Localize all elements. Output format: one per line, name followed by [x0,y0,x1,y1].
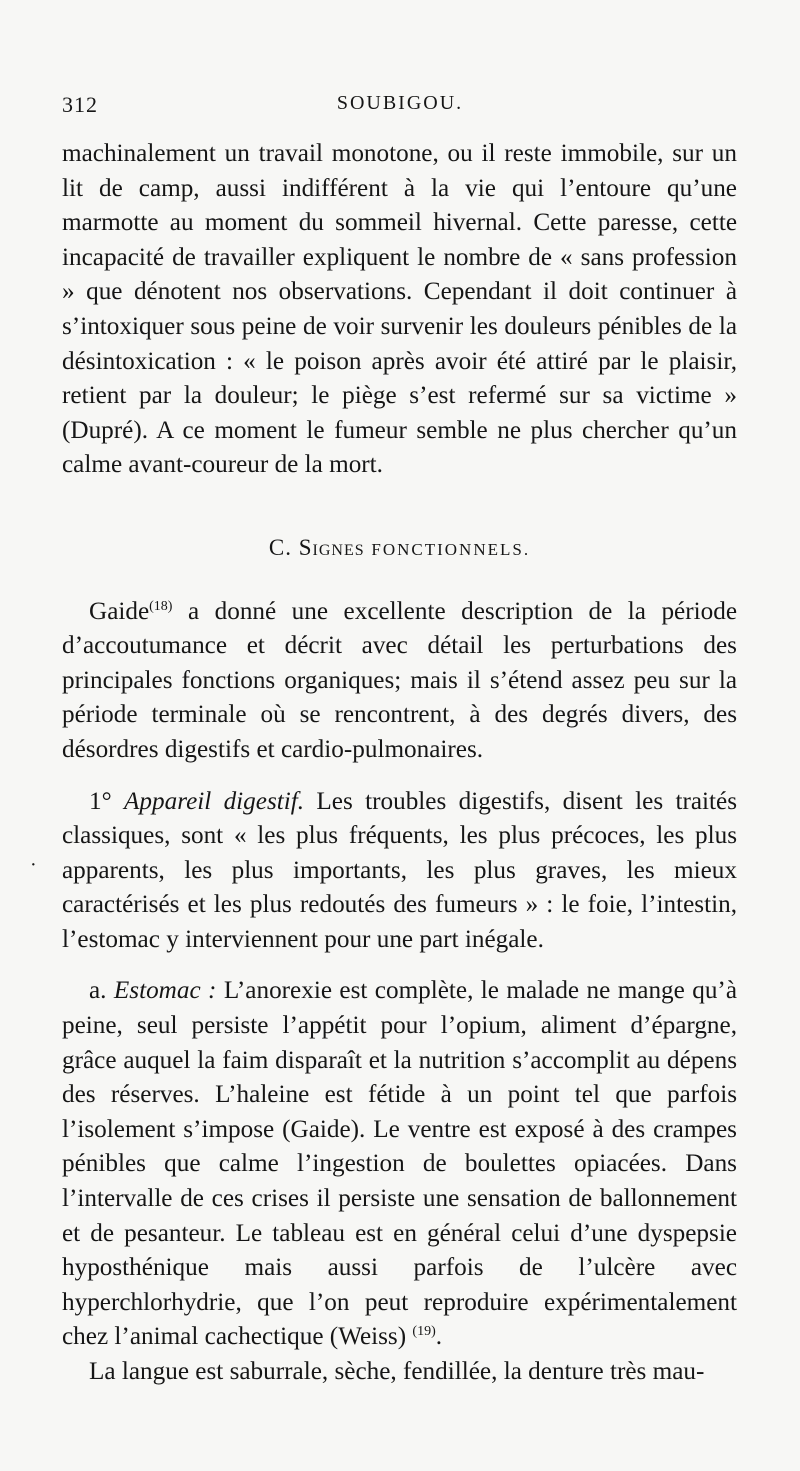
author-name: Gaide [89,597,150,625]
paragraph-gaide-text: a donné une excellente description de la période d’accoutumance et décrit avec détail les perturbations des principales fonctions organiques; mais il s’étend assez peu sur la période terminale où se rencontrent, à des degrés divers, des désordres digestifs et cardio-pulmonaires. [62,597,737,763]
paragraph-appareil-text: Les troubles digestifs, disent les traités classiques, sont « les plus fréquents, les plus précoces, les plus apparents, les plus importants, les plus graves, les mieux caractérisés et les plus redoutés des fumeurs » : le foie, l’intestin, l’estomac y interviennent pour une part inégale. [62,787,738,953]
paragraph-appareil-digestif [62,785,737,958]
running-head: SOUBIGOU. [336,92,464,114]
page-number: 312 [62,92,98,117]
paragraph-estomac-end: . [435,1323,443,1351]
footnote-ref-19: (19) [412,1324,436,1340]
item-label: a. [89,977,107,1005]
paragraph-estomac-text: L’anorexie est complète, le malade ne mange qu’à peine, seul persiste l’appétit pour l’opium, aliment d’épargne, grâce auquel la faim disparaît et la nutrition s’accomplit au dépens des réserves. L’haleine est fétide à un point tel que parfois l’isolement s’impose (Gaide). Le ventre est exposé à des crampes pénibles que calme l’ingestion de boulettes opiacées. Dans l’intervalle de ces crises il persiste une sensation de ballonnement et de pesanteur. Le tableau est en général celui d’une dyspepsie hyposthénique mais aussi parfois de l’ulcère avec hyperchlorhydrie, que l’on peut reproduire expérimentalement chez l’animal cachectique (Weiss) [62,977,737,1351]
section-letter: C. [268,534,292,560]
page-body [62,137,737,1390]
subsection-title: Appareil digestif. [124,787,305,815]
paragraph-gaide [62,595,737,768]
paragraph-estomac [62,974,737,1355]
subsection-number: 1° [89,787,112,815]
item-title: Estomac : [113,977,217,1005]
section-title-rest: FONCTIONNELS. [371,539,531,559]
section-heading [62,531,737,568]
section-title-cap: Signes [298,534,365,560]
paragraph-continuation: machinalement un travail monotone, ou il reste immobile, sur un lit de camp, aussi indifférent à la vie qui l’entoure qu’une marmotte au moment du sommeil hivernal. Cette paresse, cette incapacité de travailler expliquent le nombre de « sans profession » que dénotent nos observations. Cependant il doit continuer à s’intoxiquer sous peine de voir survenir les douleurs pénibles de la désintoxication : « le poison après avoir été attiré par le plaisir, retient par la douleur; le piège s’est refermé sur sa victime » (Dupré). A ce moment le fumeur semble ne plus chercher qu’un calme avant-coureur de la mort. [62,140,737,479]
paragraph-langue: La langue est saburrale, sèche, fendillée, la denture très mau- [89,1358,705,1385]
footnote-ref-18: (18) [149,598,173,614]
margin-mark: · [30,854,37,876]
page-header [62,92,738,128]
